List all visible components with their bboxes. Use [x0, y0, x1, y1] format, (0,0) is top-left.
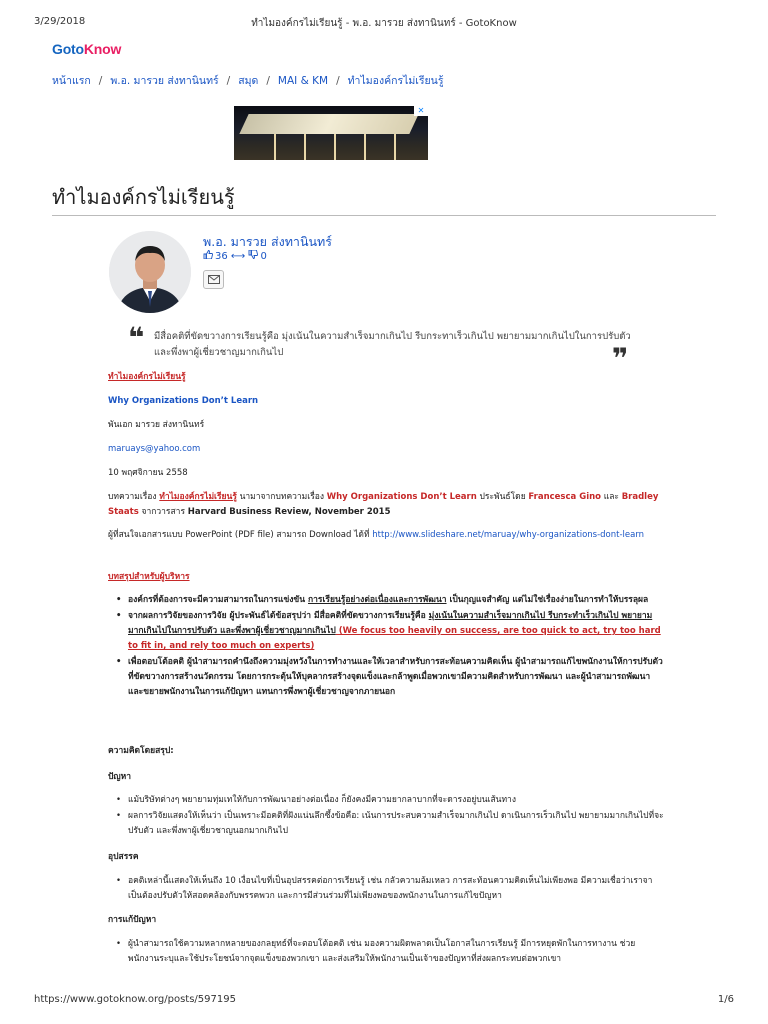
intro-text: และ — [601, 492, 622, 502]
intro-text: ประพันธ์โดย — [476, 492, 529, 502]
ad-pillar — [304, 134, 306, 160]
page-url: https://www.gotoknow.org/posts/597195 — [34, 994, 236, 1005]
breadcrumb-separator: / — [336, 75, 340, 87]
ad-building-roof — [239, 114, 418, 134]
breadcrumb-separator: / — [98, 75, 103, 87]
arrow-icon: ⟷ — [230, 251, 246, 262]
intro-text: นามาจากบทความเรื่อง — [236, 492, 327, 502]
author-email-link[interactable]: maruays@yahoo.com — [108, 444, 201, 454]
likes-count: 36 — [215, 251, 228, 262]
intro-journal: Harvard Business Review, November 2015 — [187, 507, 391, 517]
envelope-icon — [208, 275, 220, 284]
title-divider — [52, 215, 716, 216]
breadcrumb-separator: / — [266, 75, 270, 87]
bullet-text: เป็นกุญแจสำคัญ แต่ไม่ใช่เรื่องง่ายในการทำให้บรรลุผล — [446, 595, 649, 605]
download-text: ผู้ที่สนใจเอกสารแบบ PowerPoint (PDF file) สามารถ Download ได้ที่ — [108, 530, 373, 540]
list-item: • ผู้นำสามารถใช้ความหลากหลายของกลยุทธ์ที่จะตอบโต้อคติ เช่น มองความผิดพลาดเป็นโอกาสในการเรียนรู้ มีการหยุดพักในการทางาน ช่วยพนักงานระบุและใช้ประโยชน์จากจุดแข็งของพวกเขา และส่งเสริมให้พนักงานเป็นเจ้าของปัญหาที่ส่งผลกระทบต่อพวกเขา — [116, 937, 664, 967]
ad-close-icon[interactable]: ✕ — [414, 106, 428, 116]
article-heading-th: ทำไมองค์กรไม่เรียนรู้ — [108, 372, 186, 382]
list-item — [116, 609, 664, 654]
summary-quote: มีสื่อคติที่ขัดขวางการเรียนรู้คือ มุ่งเน้นในความสำเร็จมากเกินไป รีบกระทาเร็วเกินไป พยายามมากเกินไปในการปรับตัว และพึ่งพาผู้เชี่ยวชาญมากเกินไป — [154, 331, 631, 358]
author-name-link[interactable]: พ.อ. มารวย ส่งทานินทร์ — [203, 234, 332, 249]
author-avatar[interactable] — [109, 231, 191, 313]
message-button[interactable] — [203, 270, 224, 289]
quote-close-icon: ❞ — [612, 342, 629, 375]
bullet-emphasis: การเรียนรู้อย่างต่อเนื่องและการพัฒนา — [308, 595, 447, 605]
breadcrumb-separator: / — [226, 75, 231, 87]
download-note — [108, 528, 668, 543]
breadcrumb-current[interactable]: ทำไมองค์กรไม่เรียนรู้ — [347, 75, 444, 87]
article-byline: พันเอก มารวย ส่งทานินทร์ — [108, 420, 205, 430]
print-date: 3/29/2018 — [34, 16, 86, 27]
breadcrumb-notebook[interactable]: สมุด — [238, 75, 259, 87]
problem-heading: ปัญหา — [108, 772, 132, 782]
breadcrumb-category[interactable]: MAI & KM — [277, 75, 329, 87]
executive-summary-list — [116, 593, 664, 701]
gotoknow-logo[interactable] — [52, 41, 121, 57]
comments-count: 0 — [260, 251, 267, 262]
quote-open-icon: ❝ — [128, 321, 145, 354]
executive-summary-heading: บทสรุปสำหรับผู้บริหาร — [108, 572, 190, 582]
bullet-text: เพื่อตอบโต้อคติ ผู้นำสามารถคำนึงถึงความมุ่งหวังในการทำงานและให้เวลาสำหรับการสะท้อนความคิดเห็น ผู้นำสามารถแก้ไขพนักงานให้การปรับตัวที่ขัดขวางการสร้างนวัตกรรม โดยการกระตุ้นให้บุคลากรสร้างจุดแข็งและกล้าพูดเมื่อพวกเขามีความคิดสำหรับการพัฒนา และผู้นำสามารถพัฒนาและขยายพนักงานในการแก้ปัญหา แทนการพึ่งพาผู้เชี่ยวชาญจากภายนอก — [128, 657, 663, 697]
page-number: 1/6 — [717, 994, 734, 1005]
thumbs-up-icon[interactable] — [203, 250, 213, 262]
ad-pillar — [334, 134, 336, 160]
obstacle-list — [116, 874, 664, 905]
logo-part-goto: Goto — [52, 41, 84, 57]
list-item: • แม้บริษัทต่างๆ พยายามทุ่มเทให้กับการพัฒนาอย่างต่อเนื่อง ก็ยังคงมีความยากลาบากที่จะดารงอยู่บนเส้นทาง — [116, 793, 664, 808]
bullet-text: จากผลการวิจัยของการวิจัย ผู้ประพันธ์ได้ข้อสรุปว่า มีสื่อคติที่ขัดขวางการเรียนรู้คือ — [128, 611, 429, 621]
advertisement-banner[interactable] — [234, 106, 428, 160]
ad-pillar — [364, 134, 366, 160]
breadcrumb-home[interactable]: หน้าแรก — [52, 75, 91, 87]
solution-heading: การแก้ปัญหา — [108, 915, 157, 925]
ad-pillar — [394, 134, 396, 160]
intro-text: จากวารสาร — [138, 507, 188, 517]
obstacle-heading: อุปสรรค — [108, 852, 139, 862]
avatar-portrait-icon — [109, 231, 191, 313]
intro-text: บทความเรื่อง — [108, 492, 160, 502]
article-date: 10 พฤศจิกายน 2558 — [108, 468, 188, 478]
bullet-emphasis: มุ่งเน้นในความสำเร็จมากเกินไป รีบกระทำเร็วเกินไป พยายามมากเกินไปในการปรับตัว และพึ่งพาผู้เชี่ยวชาญมากเกินไป — [128, 611, 653, 636]
list-item — [116, 593, 664, 608]
breadcrumb-author[interactable]: พ.อ. มารวย ส่งทานินทร์ — [110, 75, 219, 87]
solution-list — [116, 937, 664, 968]
thumbs-down-icon[interactable] — [248, 250, 258, 262]
list-item: • อคติเหล่านี้แสดงให้เห็นถึง 10 เงื่อนไขที่เป็นอุปสรรคต่อการเรียนรู้ เช่น กลัวความล้มเหลว การสะท้อนความคิดเห็นไม่เพียงพอ มีความเชื่อว่าเราจาเป็นต้องปรับตัวให้สอดคล้องกับพรรคพวก และการมีส่วนร่วมที่ไม่เพียงพอของพนักงานในการแก้ไขปัญหา — [116, 874, 664, 904]
breadcrumb — [52, 72, 444, 89]
ad-pillar — [274, 134, 276, 160]
logo-part-know: Know — [83, 41, 122, 57]
page-title: ทำไมองค์กรไม่เรียนรู้ — [52, 185, 235, 209]
article-heading-en: Why Organizations Don’t Learn — [108, 396, 259, 406]
intro-title-th: ทำไมองค์กรไม่เรียนรู้ — [159, 492, 237, 502]
intro-author-2: Bradley Staats — [108, 492, 659, 517]
summary-heading: ความคิดโดยสรุป: — [108, 746, 174, 756]
intro-author-1: Francesca Gino — [528, 492, 602, 502]
intro-title-en: Why Organizations Don’t Learn — [326, 492, 477, 502]
article-intro — [108, 490, 668, 520]
problem-list — [116, 793, 664, 840]
slideshare-link[interactable]: http://www.slideshare.net/maruay/why-organizations-dont-learn — [372, 530, 645, 540]
list-item — [116, 655, 664, 700]
print-title: ทำไมองค์กรไม่เรียนรู้ - พ.อ. มารวย ส่งทานินทร์ - GotoKnow — [251, 18, 517, 29]
author-stats — [203, 250, 267, 262]
bullet-english: (We focus too heavily on success, are too quick to act, try too hard to fit in, and rely too much on experts) — [128, 626, 661, 651]
bullet-text: องค์กรที่ต้องการจะมีความสามารถในการแข่งขัน — [128, 595, 309, 605]
list-item: • ผลการวิจัยแสดงให้เห็นว่า เป็นเพราะมีอคติที่ฝังแน่นลึกซึ้งข้อคือ: เน้นการประสบความสำเร็จมากเกินไป ดาเนินการเร็วเกินไป พยายามมากเกินไปที่จะปรับตัว และพึ่งพาผู้เชี่ยวชาญนอกมากเกินไป — [116, 809, 664, 839]
